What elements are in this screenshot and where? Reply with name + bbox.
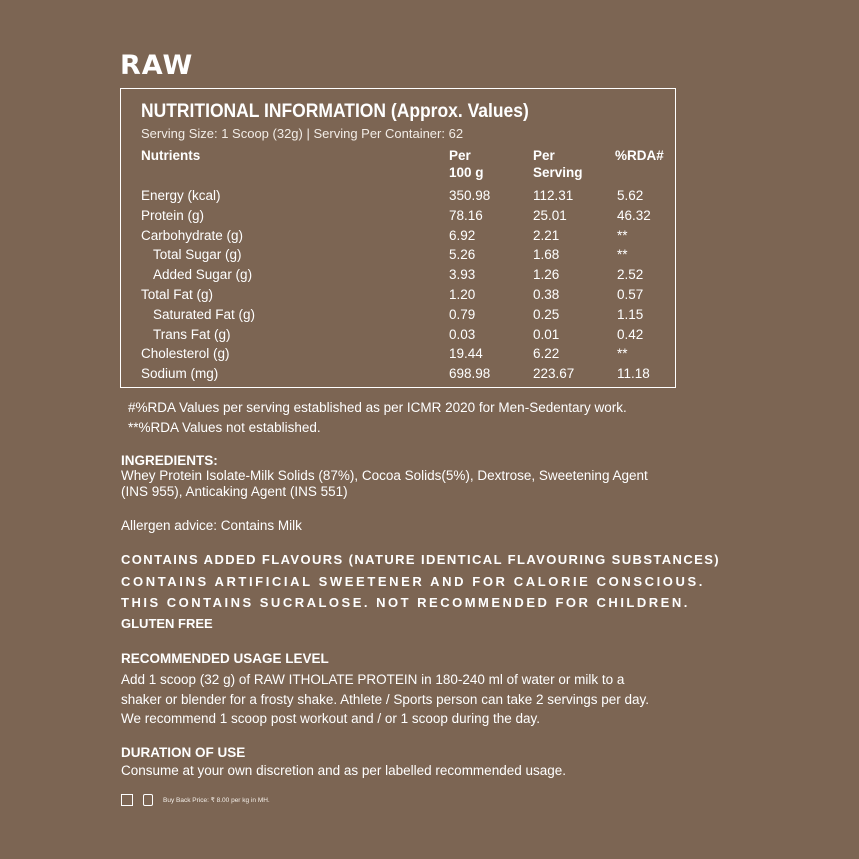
value-per-serving: 0.01 <box>533 326 560 342</box>
header-rda: %RDA# <box>615 148 664 163</box>
value-per-serving: 6.22 <box>533 346 560 362</box>
value-per-serving: 1.26 <box>533 267 560 283</box>
value-rda: ** <box>617 247 628 263</box>
value-per100: 0.79 <box>449 306 476 322</box>
usage-heading: RECOMMENDED USAGE LEVEL <box>121 651 329 666</box>
recycle-icon <box>121 794 133 806</box>
value-per100: 5.26 <box>449 247 476 263</box>
header-per-serving <box>533 147 583 181</box>
duration-heading: DURATION OF USE <box>121 745 246 760</box>
header-perserv-line2: Serving <box>533 165 583 180</box>
duration-text: Consume at your own discretion and as per labelled recommended usage. <box>121 763 567 778</box>
value-per-serving: 1.68 <box>533 247 560 263</box>
table-row <box>121 247 675 267</box>
nutrient-name: Carbohydrate (g) <box>141 227 244 243</box>
value-per100: 0.03 <box>449 326 476 342</box>
value-per-serving: 2.21 <box>533 227 560 243</box>
value-per100: 78.16 <box>449 207 483 223</box>
nutrition-panel <box>120 88 676 388</box>
table-row <box>121 327 675 347</box>
header-per100-line2: 100 g <box>449 165 484 180</box>
nutrient-name: Saturated Fat (g) <box>153 306 256 322</box>
value-per100: 3.93 <box>449 267 476 283</box>
buyback-price: Buy Back Price: ₹ 8.00 per kg in MH. <box>163 797 270 804</box>
table-row <box>121 208 675 228</box>
brand-logo: RAW <box>120 50 194 81</box>
value-per-serving: 25.01 <box>533 207 567 223</box>
nutrient-name: Energy (kcal) <box>141 188 221 203</box>
value-per100: 6.92 <box>449 227 476 243</box>
value-per-serving: 0.38 <box>533 287 560 302</box>
header-nutrients: Nutrients <box>141 148 201 163</box>
value-per-serving: 223.67 <box>533 366 575 382</box>
table-row <box>121 188 675 208</box>
nutrient-name: Trans Fat (g) <box>153 326 231 342</box>
allergen-advice: Allergen advice: Contains Milk <box>121 518 302 533</box>
nutrient-name: Cholesterol (g) <box>141 346 230 362</box>
header-per100 <box>449 147 484 181</box>
nutrient-name: Added Sugar (g) <box>153 267 253 283</box>
value-per100: 19.44 <box>449 346 483 362</box>
value-per100: 350.98 <box>449 188 491 203</box>
value-rda: 0.42 <box>617 326 644 342</box>
value-rda: 11.18 <box>617 366 650 382</box>
nutrient-name: Total Sugar (g) <box>153 247 242 263</box>
table-row <box>121 228 675 248</box>
value-rda: 5.62 <box>617 188 644 203</box>
table-row <box>121 346 675 366</box>
warning-line-1: CONTAINS ADDED FLAVOURS (NATURE IDENTICAL FLAVOURING SUBSTANCES) <box>121 552 720 567</box>
value-per100: 698.98 <box>449 366 491 382</box>
footer <box>121 794 270 806</box>
value-per100: 1.20 <box>449 287 476 302</box>
nutrient-name: Protein (g) <box>141 207 205 223</box>
value-per-serving: 112.31 <box>533 188 574 203</box>
triangle-recycle-icon <box>143 794 153 806</box>
table-row <box>121 307 675 327</box>
table-row <box>121 287 675 307</box>
value-rda: 1.15 <box>617 306 644 322</box>
table-row <box>121 267 675 287</box>
serving-info: Serving Size: 1 Scoop (32g) | Serving Per Container: 62 <box>141 126 464 141</box>
ingredients-text: Whey Protein Isolate-Milk Solids (87%), Cocoa Solids(5%), Dextrose, Sweetening Agent (INS 955), Anticaking Agent (INS 551) <box>121 468 648 499</box>
header-perserv-line1: Per <box>533 148 555 163</box>
warning-line-4: GLUTEN FREE <box>121 616 213 631</box>
warning-line-3: THIS CONTAINS SUCRALOSE. NOT RECOMMENDED FOR CHILDREN. <box>121 595 690 610</box>
nutrient-name: Sodium (mg) <box>141 366 219 382</box>
warning-line-2: CONTAINS ARTIFICIAL SWEETENER AND FOR CALORIE CONSCIOUS. <box>121 574 705 589</box>
value-rda: 46.32 <box>617 207 651 223</box>
usage-text: Add 1 scoop (32 g) of RAW ITHOLATE PROTEIN in 180-240 ml of water or milk to a shaker or blender for a frosty shake. Athlete / Sports person can take 2 servings per day. We recommend 1 scoop post workout and / or 1 scoop during the day. <box>121 672 650 726</box>
value-rda: ** <box>617 227 628 243</box>
value-rda: 2.52 <box>617 267 644 283</box>
table-row <box>121 366 675 386</box>
value-rda: ** <box>617 346 628 362</box>
value-rda: 0.57 <box>617 287 644 302</box>
header-per100-line1: Per <box>449 148 471 163</box>
value-per-serving: 0.25 <box>533 306 560 322</box>
nutrient-name: Total Fat (g) <box>141 287 214 302</box>
rda-note-1: #%RDA Values per serving established as per ICMR 2020 for Men-Sedentary work. <box>128 400 627 415</box>
nutrition-title: NUTRITIONAL INFORMATION (Approx. Values) <box>141 101 529 122</box>
ingredients-heading: INGREDIENTS: <box>121 453 218 468</box>
rda-note-2: **%RDA Values not established. <box>128 420 321 435</box>
